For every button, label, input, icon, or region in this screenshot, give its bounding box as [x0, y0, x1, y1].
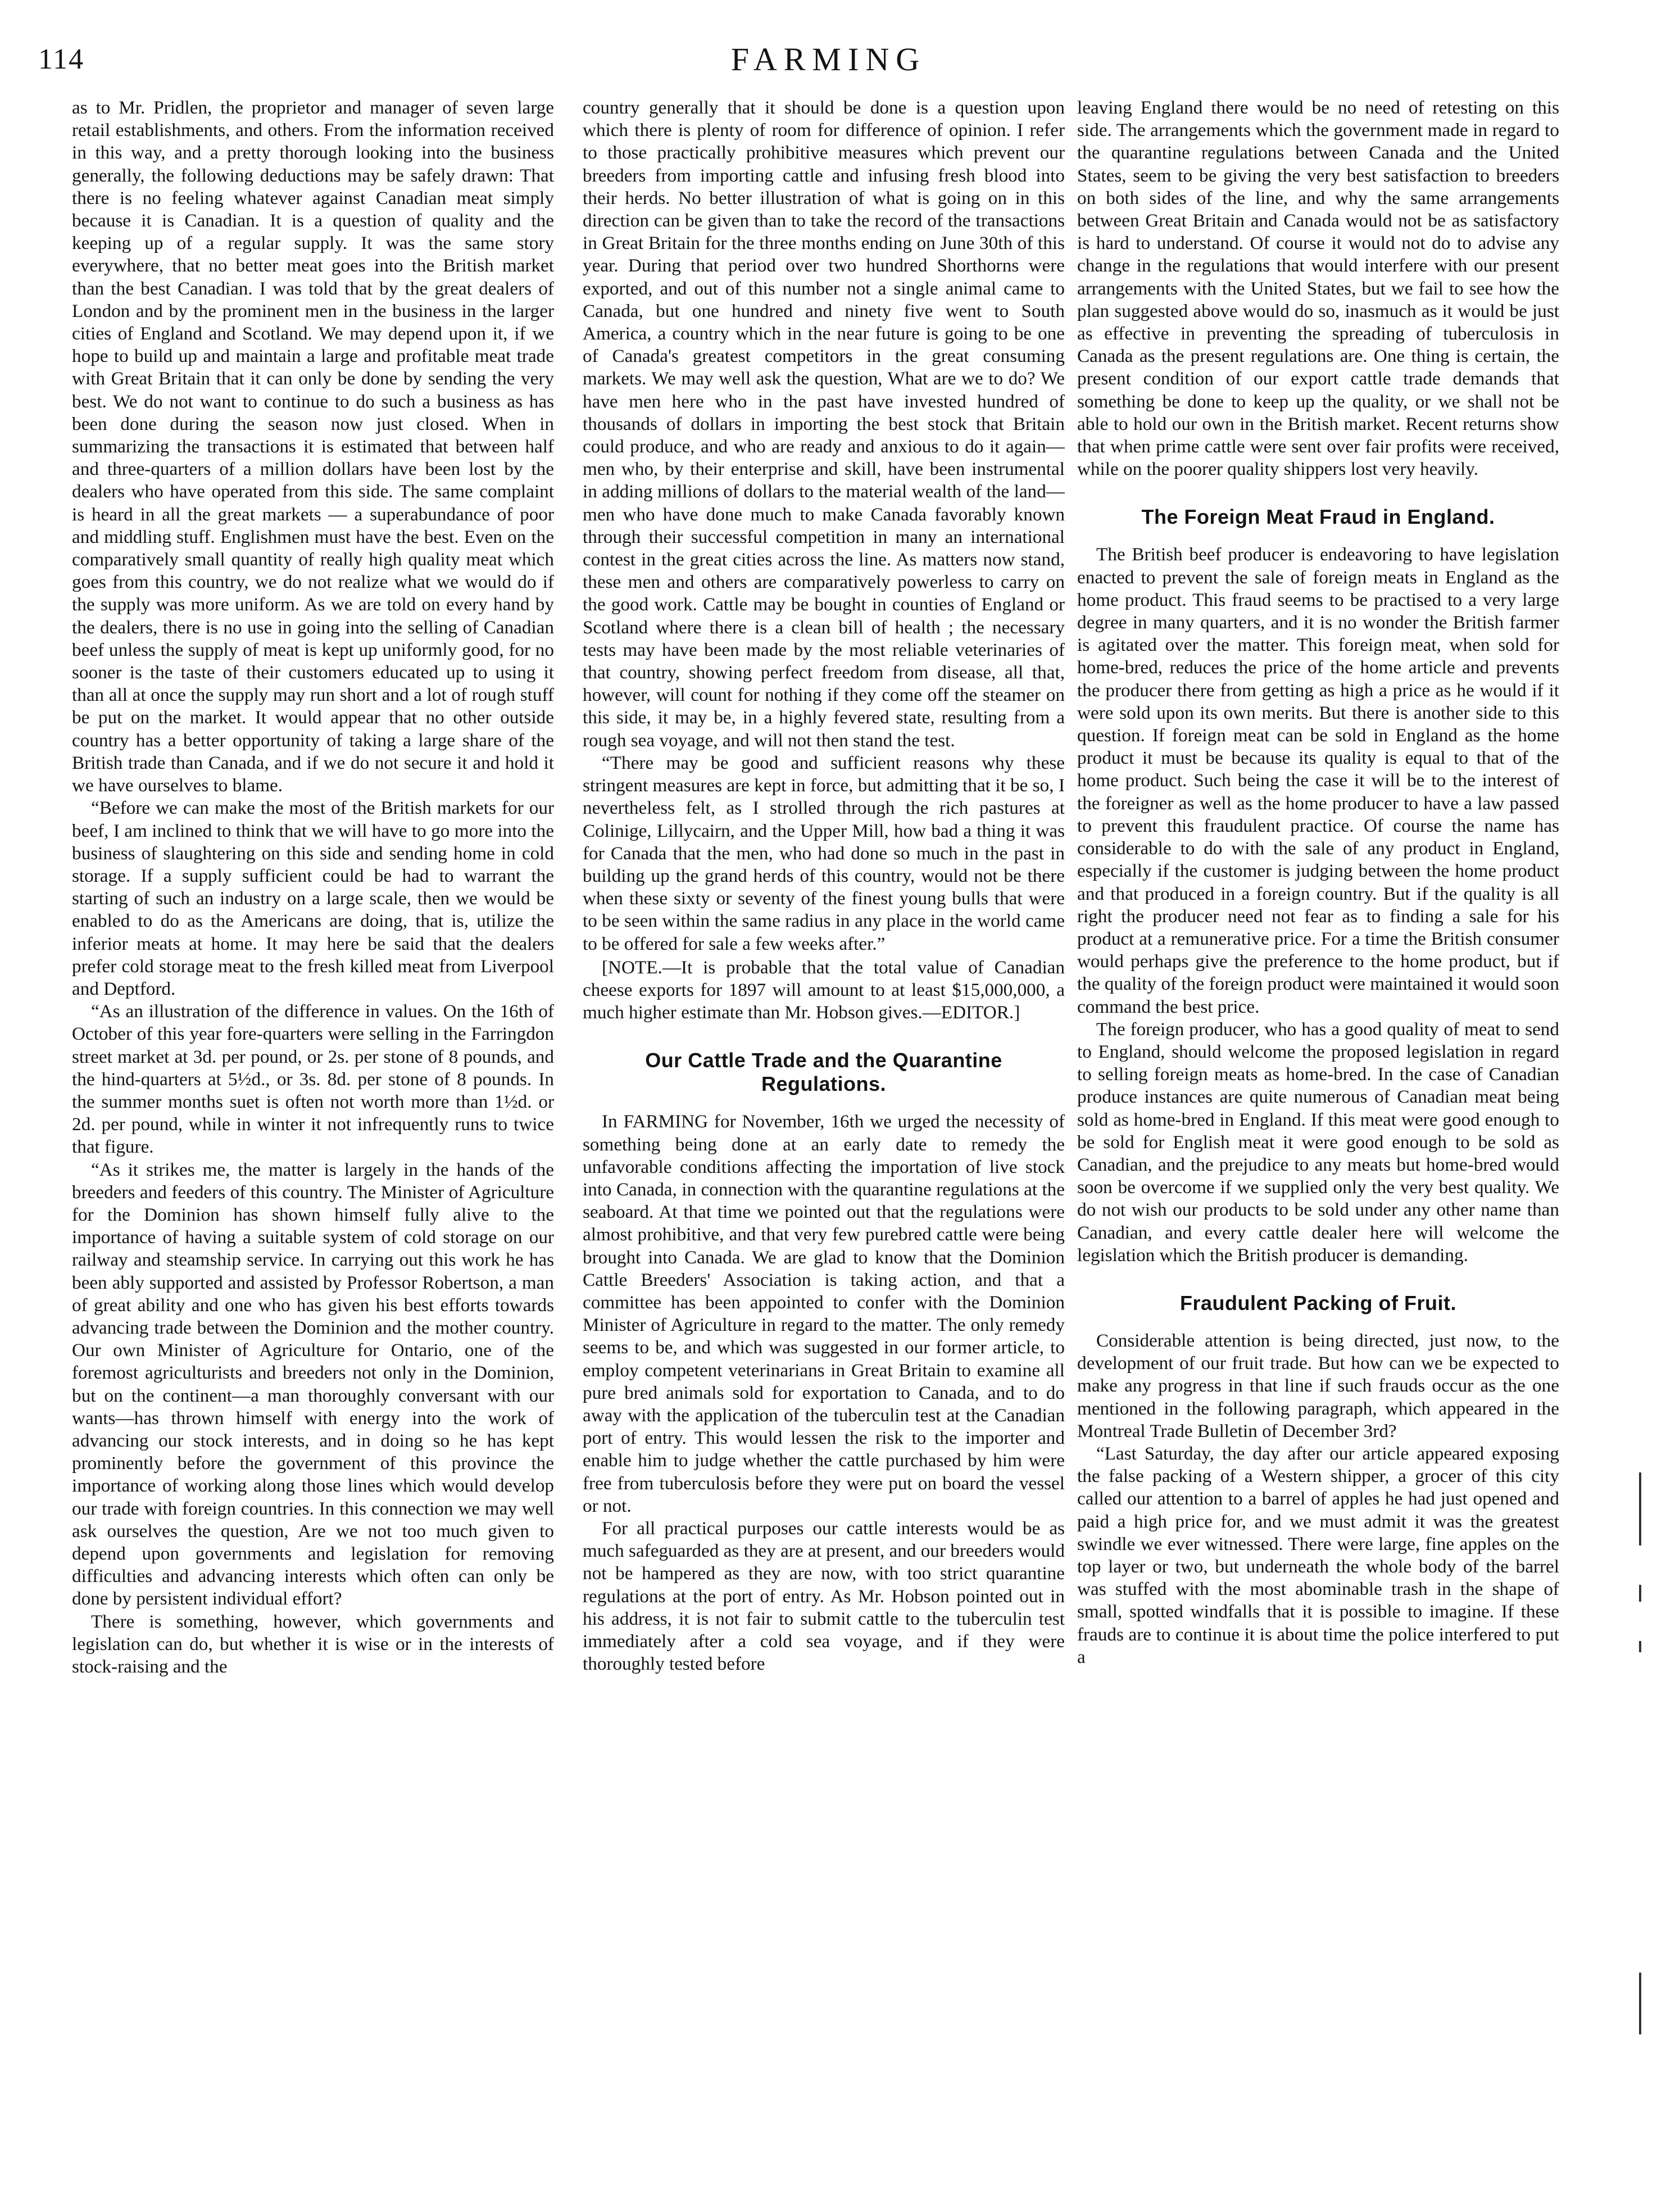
paragraph: “As it strikes me, the matter is largely in the hands of the breeders and feeders of this country. The Minister of Agriculture for the Dominion has shown himself fully alive to the importance of having a suitable system of cold storage on our railway and steamship service. In carrying out this work he has been ably supported and assisted by Professor Robertson, a man of great ability and one who has given his best efforts towards advancing trade between the Dominion and the mother country. Our own Minister of Agriculture for Ontario, one of the foremost agriculturists and breeders not only in the Dominion, but on the continent—a man thoroughly conversant with our wants—has thrown himself with energy into the work of advancing our stock interests, and in doing so he has kept prominently before the government of this province the importance of working along those lines which would develop our trade with foreign countries. In this connection we may well ask ourselves the question, Are we not too much given to depend upon governments and legislation for removing difficulties and advancing interests which often can only be done by persistent individual effort?	[72, 1159, 554, 1610]
section-heading-cattle-trade: Our Cattle Trade and the Quarantine Regulations.	[645, 1049, 1002, 1096]
paragraph: leaving England there would be no need of retesting on this side. The arrangements which the government made in regard to the quarantine regulations between Canada and the United States, seem to be giving the very best satisfaction to breeders on both sides of the line, and why the same arrangements between Great Britain and Canada would not be as satisfactory is hard to understand. Of course it would not do to advise any change in the regulations that would interfere with our present arrangements with the United States, but we fail to see how the plan suggested above would do so, inasmuch as it would be just as effective in preventing the spreading of tuberculosis in Canada as the present regulations are. One thing is certain, the present condition of our export cattle trade demands that something be done to keep up the quality, or we shall not be able to hold our own in the British market. Recent returns show that when prime cattle were sent over fair profits were received, while on the poorer quality shippers lost very heavily.	[1077, 97, 1559, 480]
page-number: 114	[38, 43, 85, 75]
paragraph: The British beef producer is endeavoring to have legislation enacted to prevent the sale of foreign meats in England as the home product. This fraud seems to be practised to a very large degree in many quarters, and it is no wonder the British farmer is agitated over the matter. This foreign meat, when sold for home-bred, reduces the price of the home article and prevents the producer there from getting as high a price as he would if it were sold upon its own merits. But there is another side to this question. If foreign meat can be sold in England as the home product it must be because its quality is equal to that of the home product. Such being the case it will be to the interest of the foreigner as well as the home producer to have a law passed to prevent this fraudulent practice. Of course the name has considerable to do with the sale of any product in England, especially if the customer is judging between the home product and that produced in a foreign country. But if the quality is all right the producer need not fear as to finding a sale for his product at a remunerative price. For a time the British consumer would perhaps give the preference to the home product, but if the quality of the foreign product were maintained it would soon command the best price.	[1077, 544, 1559, 1017]
edge-mark	[1639, 1585, 1641, 1602]
editor-note: [NOTE.—It is probable that the total value of Canadian cheese exports for 1897 will amount to at least $15,000,000, a much higher estimate than Mr. Hobson gives.—EDITOR.]	[583, 957, 1065, 1023]
section-heading-fruit-packing: Fraudulent Packing of Fruit.	[1179, 1291, 1457, 1314]
paragraph: as to Mr. Pridlen, the proprietor and manager of seven large retail establishments, and others. From the information received in this way, and a pretty thorough looking into the business generally, the following deductions may be safely drawn: That there is no feeling whatever against Canadian meat simply because it is Canadian. It is a question of quality and the keeping up of a regular supply. It was the same story everywhere, that no better meat goes into the British market than the best Canadian. I was told that by the great dealers of London and by the prominent men in the business in the larger cities of England and Scotland. We may depend upon it, if we hope to build up and maintain a large and profitable meat trade with Great Britain that it can only be done by sending the very best. We do not want to continue to do such a business as has been done during the season now just closed. When in summarizing the transactions it is estimated that between half and three-quarters of a million dollars have been lost by the dealers who have operated from this side. The same complaint is heard in all the great markets — a superabundance of poor and middling stuff. Englishmen must have the best. Even on the comparatively small quantity of really high quality meat which goes from this country, we do not realize what we would do if the supply was more uniform. As we are told on every hand by the dealers, there is no use in going into the selling of Canadian beef unless the supply of meat is kept up uniformly good, for no sooner is the taste of their customers educated up to using it than all at once the supply may run short and a lot of rough stuff be put on the market. It would appear that no other outside country has a better opportunity of taking a large share of the British trade than Canada, and if we do not secure it and hold it we have ourselves to blame.	[72, 97, 554, 796]
scan-edge-marks	[1632, 1472, 1649, 2040]
paragraph: The foreign producer, who has a good quality of meat to send to England, should welcome the proposed legislation in regard to selling foreign meats as home-bred. In the case of Canadian produce instances are quite numerous of Canadian meat being sold as home-bred in England. If this meat were good enough to be sold for English meat it were good enough to be sold as Canadian, and the prejudice to any meats but home-bred would soon be overcome if we supplied only the very best quality. We do not wish our products to be sold under any other name than Canadian, and every cattle dealer here will welcome the legislation which the British producer is demanding.	[1077, 1018, 1559, 1266]
paragraph: For all practical purposes our cattle interests would be as much safeguarded as they are at present, and our breeders would not be hampered as they are now, with too strict quarantine regulations at the port of entry. As Mr. Hobson pointed out in his address, it is not fair to submit cattle to the tuberculin test immediately after a cold sea voyage, and if they were thoroughly tested before	[583, 1517, 1065, 1675]
edge-mark	[1639, 1472, 1641, 1545]
paragraph: There is something, however, which governments and legislation can do, but whether it is wise or in the interests of stock-raising and the	[72, 1611, 554, 1678]
paragraph: “As an illustration of the difference in values. On the 16th of October of this year fore-quarters were selling in the Farringdon street market at 3d. per pound, or 2s. per stone of 8 pounds, and the hind-quarters at 5½d., or 3s. 8d. per stone of 8 pounds. In the summer months suet is often not worth more than 1½d. or 2d. per pound, while in winter it not infrequently runs to twice that figure.	[72, 1001, 554, 1158]
paragraph: In FARMING for November, 16th we urged the necessity of something being done at an early date to remedy the unfavorable conditions affecting the importation of live stock into Canada, in connection with the quarantine regulations at the seaboard. At that time we pointed out that the regulations were almost prohibitive, and that very few purebred cattle were being brought into Canada. We are glad to know that the Dominion Cattle Breeders' Association is taking action, and that a committee has been appointed to confer with the Dominion Minister of Agriculture in regard to the matter. The only remedy seems to be, and which was suggested in our former article, to employ competent veterinarians in Great Britain to examine all pure bred animals sold for exportation to Canada, and to do away with the application of the tuberculin test at the Canadian port of entry. This would lessen the risk to the importer and enable him to judge whether the cattle purchased by him were free from tuberculosis before they were put on board the vessel or not.	[583, 1111, 1065, 1516]
column-1	[72, 97, 554, 2097]
column-3	[1077, 97, 1559, 2097]
paragraph: Considerable attention is being directed, just now, to the development of our fruit trade. But how can we be expected to make any progress in that line if such frauds occur as the one mentioned in the following paragraph, which appeared in the Montreal Trade Bulletin of December 3rd?	[1077, 1330, 1559, 1442]
edge-mark	[1639, 1641, 1641, 1652]
edge-mark	[1639, 1973, 1641, 2034]
paragraph: country generally that it should be done is a question upon which there is plenty of room for difference of opinion. I refer to those practically prohibitive measures which prevent our breeders from importing cattle and infusing fresh blood into their herds. No better illustration of what is going on in this direction can be given than to take the record of the transactions in Great Britain for the three months ending on June 30th of this year. During that period over two hundred Shorthorns were exported, and out of this number not a single animal came to Canada, but one hundred and ninety five went to South America, a country which in the near future is going to be one of Canada's greatest competitors in the great consuming markets. We may well ask the question, What are we to do? We have men here who in the past have invested hundred of thousands of dollars in importing the best stock that Britain could produce, and who are ready and anxious to do it again—men who, by their enterprise and skill, have been instrumental in adding millions of dollars to the material wealth of the land—men who have done much to make Canada favorably known through their successful competition in many an international contest in the great cities across the line. As matters now stand, these men and others are comparatively powerless to carry on the good work. Cattle may be bought in counties of England or Scotland where there is a clean bill of health ; the necessary tests may have been made by the most reliable veterinaries of that country, showing perfect freedom from disease, all that, however, will count for nothing if they come off the steamer on this side, it may be, in a highly fevered state, resulting from a rough sea voyage, and will not then stand the test.	[583, 97, 1065, 751]
paragraph: “There may be good and sufficient reasons why these stringent measures are kept in force, but admitting that it be so, I nevertheless felt, as I strolled through the rich pastures at Colinige, Lillycairn, and the Upper Mill, how bad a thing it was for Canada that the men, who had done so much in the past in building up the grand herds of this country, would not be there when these sixty or seventy of the finest young bulls that were to be seen within the same radius in any place in the world came to be offered for sale a few weeks after.”	[583, 752, 1065, 954]
page-header	[0, 40, 1657, 91]
column-2	[583, 97, 1065, 2097]
running-title: FARMING	[730, 41, 927, 78]
paragraph: “Before we can make the most of the British markets for our beef, I am inclined to think that we will have to go more into the business of slaughtering on this side and sending home in cold storage. If a supply sufficient could be had to warrant the starting of such an industry on a large scale, then we would be enabled to do as the Americans are doing, that is, utilize the inferior meats at home. It may here be said that the dealers prefer cold storage meat to the fresh killed meat from Liverpool and Deptford.	[72, 797, 554, 999]
section-heading-meat-fraud: The Foreign Meat Fraud in England.	[1141, 505, 1495, 529]
paragraph: “Last Saturday, the day after our article appeared exposing the false packing of a Western shipper, a grocer of this city called our attention to a barrel of apples he had just opened and paid a high price for, and we must admit it was the greatest swindle we ever witnessed. There were large, fine apples on the top layer or two, but underneath the whole body of the barrel was stuffed with the most abominable trash in the shape of small, spotted windfalls that it is possible to imagine. If these frauds are to continue it is about time the police interfered to put a	[1077, 1443, 1559, 1667]
